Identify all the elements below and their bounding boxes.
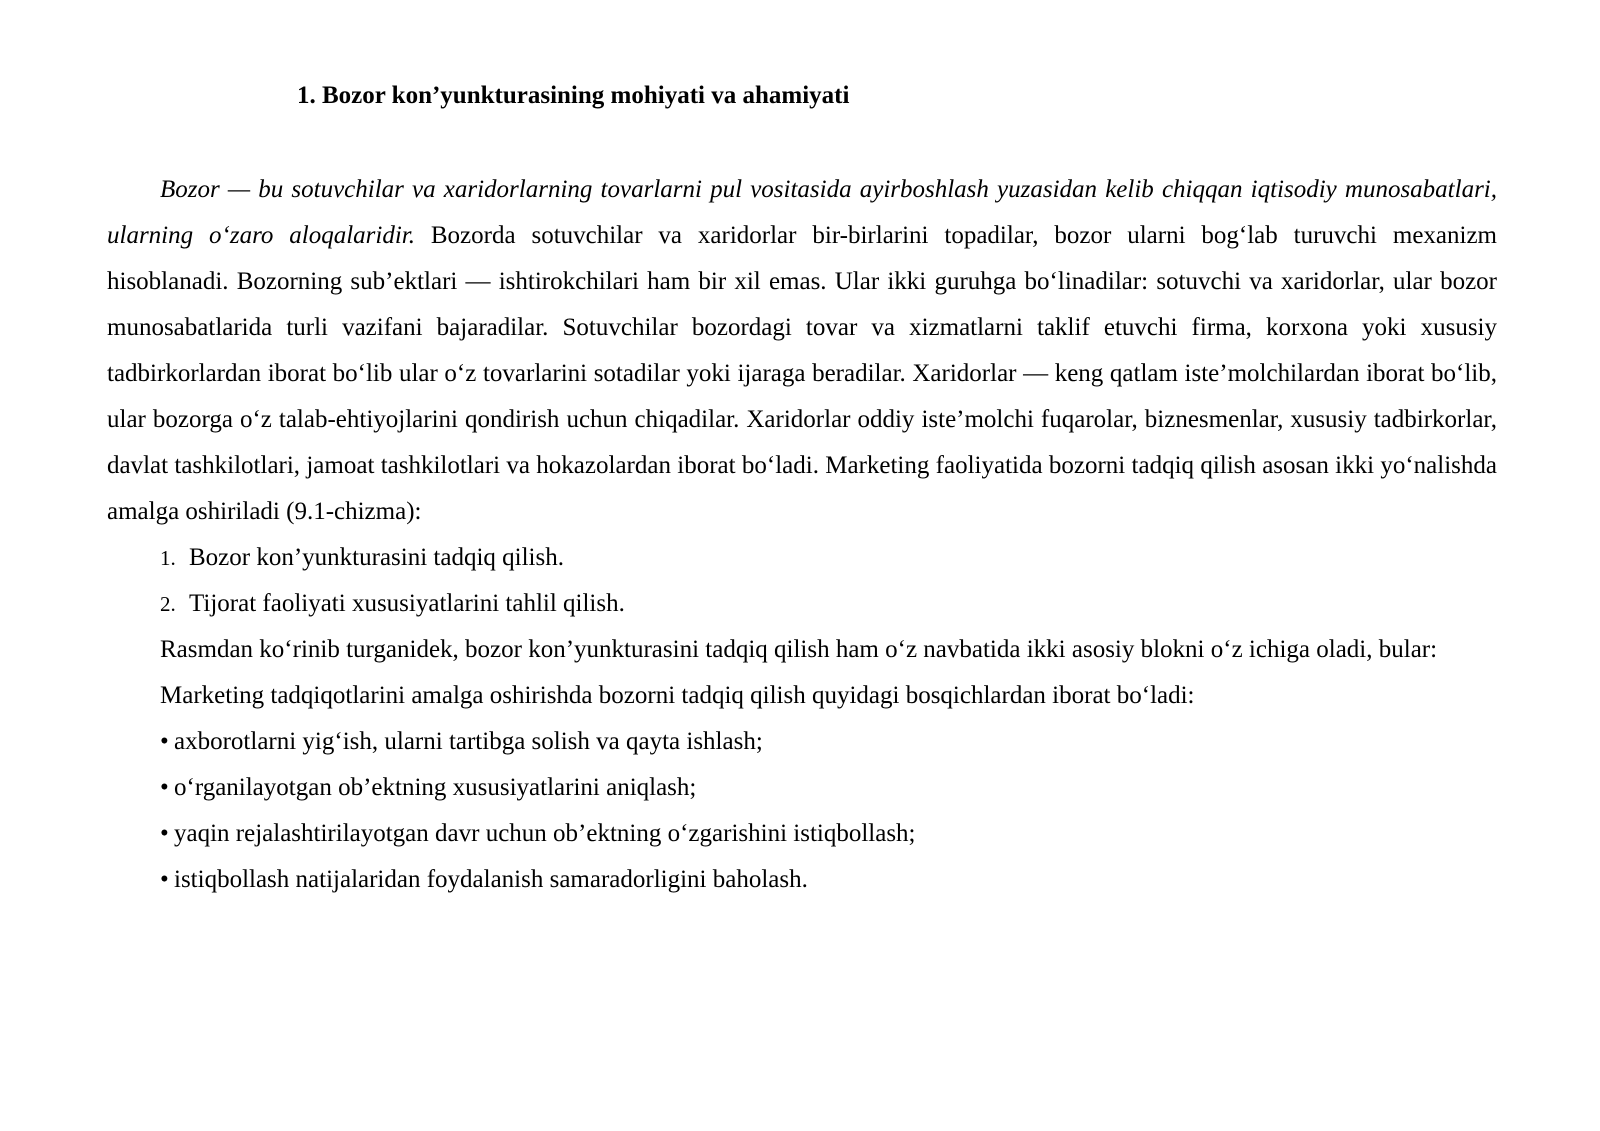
bullet-text: istiqbollash natijalaridan foydalanish samaradorligini baholash.: [174, 866, 808, 893]
bullet-icon: •: [160, 774, 169, 801]
bullet-text: axborotlarni yig‘ish, ularni tartibga solish va qayta ishlash;: [174, 728, 763, 755]
stages-intro-paragraph: Marketing tadqiqotlarini amalga oshirishda bozorni tadqiq qilish quyidagi bosqichlardan iborat bo‘ladi:: [160, 682, 1195, 709]
diagram-reference-paragraph: Rasmdan ko‘rinib turganidek, bozor kon’yunkturasini tadqiq qilish ham o‘z navbatida ikki asosiy blokni o‘z ichiga oladi, bular:: [160, 636, 1438, 663]
bullet-icon: •: [160, 728, 169, 755]
document-body: [107, 167, 1497, 903]
bullet-item: [107, 811, 1497, 857]
definition-italic: Bozor — bu sotuvchilar va xaridorlarning tovarlarni pul vositasida ayirboshlash yuzasidan kelib chiqqan iqtisodiy munosabatlari, ularning o‘zaro aloqalaridir.: [107, 176, 1497, 249]
definition-continuation: Bozorda sotuvchilar va xaridorlar bir-birlarini topadilar, bozor ularni bog‘lab turuvchi mexanizm hisoblanadi. Bozorning sub’ektlari — ishtirokchilari ham bir xil emas. Ular ikki guruhga bo‘linadilar: sotuvchi va xaridorlar, ular bozor munosabatlarida turli vazifani bajaradilar. Sotuvchilar bozordagi tovar va xizmatlarni taklif etuvchi firma, korxona yoki xususiy tadbirkorlardan iborat bo‘lib ular o‘z tovarlarini sotadilar yoki ijaraga beradilar. Xaridorlar — keng qatlam iste’molchilardan iborat bo‘lib, ular bozorga o‘z talab-ehtiyojlarini qondirish uchun chiqadilar. Xaridorlar oddiy iste’molchi fuqarolar, biznesmenlar, xususiy tadbirkorlar, davlat tashkilotlari, jamoat tashkilotlari va hokazolardan iborat bo‘ladi. Marketing faoliyatida bozorni tadqiq qilish asosan ikki yo‘nalishda amalga oshiriladi (9.1-chizma):: [107, 222, 1497, 525]
bullet-text: yaqin rejalashtirilayotgan davr uchun ob’ektning o‘zgarishini istiqbollash;: [174, 820, 916, 847]
numbered-item: [107, 535, 1497, 581]
list-item-text: Tijorat faoliyati xususiyatlarini tahlil qilish.: [189, 590, 625, 617]
bullet-item: [107, 857, 1497, 903]
bullet-icon: •: [160, 820, 169, 847]
list-item-text: Bozor kon’yunkturasini tadqiq qilish.: [189, 544, 564, 571]
bullet-text: o‘rganilayotgan ob’ektning xususiyatlarini aniqlash;: [174, 774, 697, 801]
bullet-icon: •: [160, 866, 169, 893]
definition-paragraph: [107, 167, 1497, 535]
section-heading: 1. Bozor kon’yunkturasining mohiyati va ahamiyati: [297, 82, 850, 109]
bullet-item: [107, 719, 1497, 765]
numbered-item: [107, 581, 1497, 627]
list-number: 1.: [160, 546, 176, 570]
list-number: 2.: [160, 592, 176, 616]
bullet-item: [107, 765, 1497, 811]
